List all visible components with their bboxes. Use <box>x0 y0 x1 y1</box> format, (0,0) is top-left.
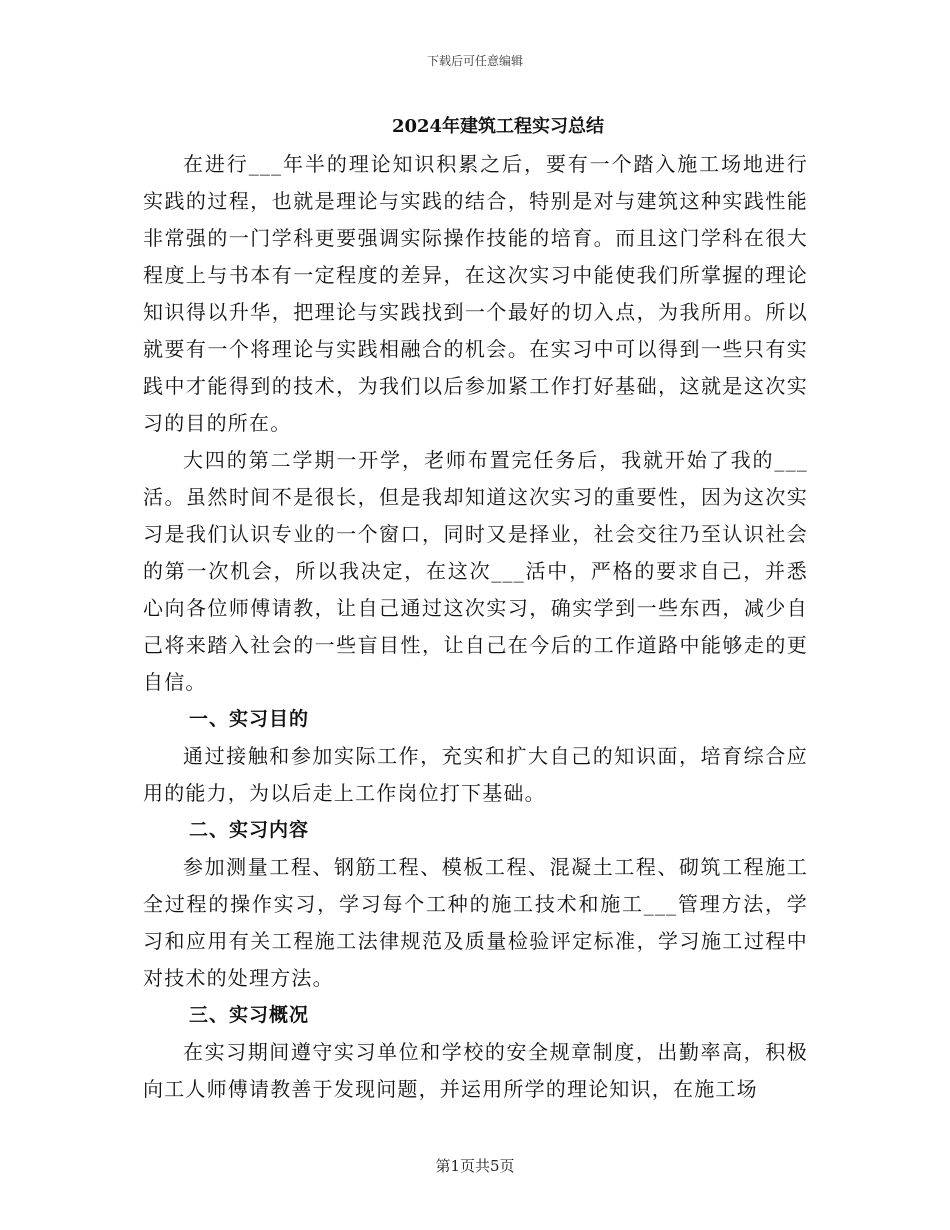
document-title: 2024年建筑工程实习总结 <box>391 116 605 137</box>
section-heading-content: 二、实习内容 <box>189 819 310 841</box>
section-heading-purpose: 一、实习目的 <box>189 708 310 730</box>
header-note: 下载后可任意编辑 <box>426 54 523 68</box>
paragraph-content: 参加测量工程、钢筋工程、模板工程、混凝土工程、砌筑工程施工全过程的操作实习，学习每个工种的施工技术和施工___管理方法，学习和应用有关工程施工法律规范及质量检验评定标准，学习施工过程中对技术的处理方法。 <box>143 855 808 990</box>
page-footer: 第1页共5页 <box>435 1157 515 1175</box>
document-body <box>143 146 808 1108</box>
section-heading-overview: 三、实习概况 <box>189 1004 310 1026</box>
paragraph-intro: 在进行___年半的理论知识积累之后，要有一个踏入施工场地进行实践的过程，也就是理论与实践的结合，特别是对与建筑这种实践性能非常强的一门学科更要强调实际操作技能的培育。而且这门学科在很大程度上与书本有一定程度的差异，在这次实习中能使我们所掌握的理论知识得以升华，把理论与实践找到一个最好的切入点，为我所用。所以就要有一个将理论与实践相融合的机会。在实习中可以得到一些只有实践中才能得到的技术，为我们以后参加紧工作打好基础，这就是这次实习的目的所在。 <box>143 152 808 435</box>
paragraph-background: 大四的第二学期一开学，老师布置完任务后，我就开始了我的___活。虽然时间不是很长，但是我却知道这次实习的重要性，因为这次实习是我们认识专业的一个窗口，同时又是择业，社会交往乃至认识社会的第一次机会，所以我决定，在这次___活中，严格的要求自己，并悉心向各位师傅请教，让自己通过这次实习，确实学到一些东西，减少自己将来踏入社会的一些盲目性，让自己在今后的工作道路中能够走的更自信。 <box>143 448 808 694</box>
paragraph-overview: 在实习期间遵守实习单位和学校的安全规章制度，出勤率高，积极向工人师傅请教善于发现问题，并运用所学的理论知识，在施工场 <box>143 1040 808 1101</box>
paragraph-purpose: 通过接触和参加实际工作，充实和扩大自己的知识面，培育综合应用的能力，为以后走上工作岗位打下基础。 <box>143 744 808 805</box>
